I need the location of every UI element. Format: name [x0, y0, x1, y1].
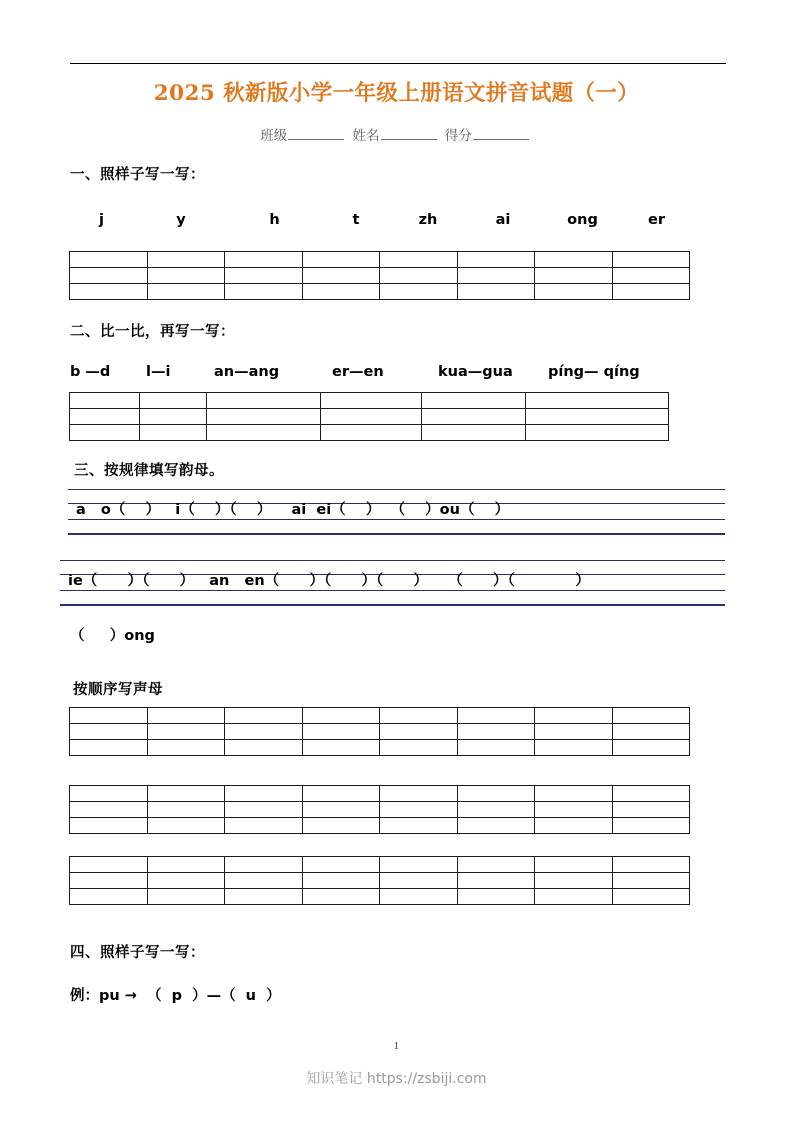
section-four-example: 例：pu → （ p ）—（ u ）	[70, 988, 281, 1004]
grid-cell[interactable]	[612, 857, 690, 873]
grid-cell[interactable]	[422, 409, 526, 425]
stave-2-text: ie（ ）（ ） an en（ ）（ ）（ ） （ ）（ ）	[68, 573, 590, 589]
letter-ai: ai	[495, 212, 511, 228]
grid-cell[interactable]	[380, 252, 458, 268]
grid-cell[interactable]	[535, 268, 613, 284]
section-one-letters	[70, 212, 690, 228]
pair-er-en: er—en	[332, 364, 384, 380]
table-row[interactable]	[70, 873, 690, 889]
table-row[interactable]	[70, 889, 690, 905]
grid-cell[interactable]	[70, 873, 148, 889]
section-three-subheading: 按顺序写声母	[73, 682, 163, 698]
grid-cell[interactable]	[321, 409, 422, 425]
grid-cell[interactable]	[225, 252, 303, 268]
grid-cell[interactable]	[302, 802, 380, 818]
grid-cell[interactable]	[380, 786, 458, 802]
pair-b-d: b —d	[70, 364, 111, 380]
class-blank[interactable]	[288, 139, 344, 140]
grid-cell[interactable]	[302, 889, 380, 905]
class-label: 班级	[260, 128, 288, 144]
grid-cell[interactable]	[457, 889, 535, 905]
stave-line-top	[68, 489, 725, 490]
grid-cell[interactable]	[302, 724, 380, 740]
stave-line-bottom	[60, 604, 725, 606]
grid-cell[interactable]	[70, 252, 148, 268]
grid-cell[interactable]	[535, 708, 613, 724]
table-row[interactable]	[70, 802, 690, 818]
grid-cell[interactable]	[207, 409, 321, 425]
pinyin-stave-2[interactable]	[60, 560, 725, 606]
grid-cell[interactable]	[225, 818, 303, 834]
grid-cell[interactable]	[140, 425, 207, 441]
name-blank[interactable]	[381, 139, 437, 140]
grid-cell[interactable]	[147, 708, 225, 724]
grid-cell[interactable]	[207, 393, 321, 409]
grid-cell[interactable]	[225, 802, 303, 818]
grid-cell[interactable]	[535, 873, 613, 889]
section-four-heading: 四、照样子写一写：	[70, 945, 205, 961]
grid-cell[interactable]	[612, 740, 690, 756]
letter-t: t	[352, 212, 360, 228]
grid-cell[interactable]	[535, 740, 613, 756]
grid-cell[interactable]	[225, 786, 303, 802]
grid-cell[interactable]	[612, 873, 690, 889]
section-two-heading: 二、比一比，再写一写：	[70, 324, 235, 340]
grid-cell[interactable]	[70, 425, 140, 441]
grid-cell[interactable]	[457, 268, 535, 284]
score-label: 得分	[444, 128, 472, 144]
grid-cell[interactable]	[302, 252, 380, 268]
letter-zh: zh	[418, 212, 438, 228]
grid-cell[interactable]	[535, 786, 613, 802]
grid-cell[interactable]	[225, 724, 303, 740]
grid-cell[interactable]	[380, 802, 458, 818]
grid-cell[interactable]	[612, 802, 690, 818]
grid-cell[interactable]	[612, 252, 690, 268]
grid-cell[interactable]	[147, 857, 225, 873]
page-number: 1	[393, 1042, 400, 1052]
grid-cell[interactable]	[457, 284, 535, 300]
grid-cell[interactable]	[457, 724, 535, 740]
grid-cell[interactable]	[70, 724, 148, 740]
grid-cell[interactable]	[380, 889, 458, 905]
pair-an-ang: an—ang	[214, 364, 280, 380]
grid-cell[interactable]	[457, 857, 535, 873]
grid-cell[interactable]	[535, 889, 613, 905]
grid-cell[interactable]	[225, 708, 303, 724]
grid-cell[interactable]	[225, 740, 303, 756]
stave-1-text: a o（ ） i（ ）（ ） ai ei（ ） （ ）ou（ ）	[76, 502, 510, 518]
grid-cell[interactable]	[70, 786, 148, 802]
shengmu-grid-1[interactable]	[69, 707, 690, 756]
grid-cell[interactable]	[380, 724, 458, 740]
grid-cell[interactable]	[612, 724, 690, 740]
grid-cell[interactable]	[380, 284, 458, 300]
grid-cell[interactable]	[302, 857, 380, 873]
grid-cell[interactable]	[535, 857, 613, 873]
grid-cell[interactable]	[321, 425, 422, 441]
section-two-grid[interactable]	[69, 392, 669, 441]
stave-line-bottom	[68, 533, 725, 535]
pair-ping-qing: píng— qíng	[548, 364, 640, 380]
grid-cell[interactable]	[535, 818, 613, 834]
letter-ong: ong	[567, 212, 598, 228]
grid-cell[interactable]	[457, 708, 535, 724]
table-row[interactable]	[70, 724, 690, 740]
grid-cell[interactable]	[147, 268, 225, 284]
shengmu-grid-2[interactable]	[69, 785, 690, 834]
grid-cell[interactable]	[147, 252, 225, 268]
letter-y: y	[176, 212, 186, 228]
table-row[interactable]	[70, 425, 669, 441]
table-row[interactable]	[70, 284, 690, 300]
table-row[interactable]	[70, 857, 690, 873]
grid-cell[interactable]	[147, 818, 225, 834]
grid-cell[interactable]	[225, 889, 303, 905]
grid-cell[interactable]	[380, 268, 458, 284]
grid-cell[interactable]	[380, 873, 458, 889]
grid-cell[interactable]	[302, 740, 380, 756]
name-label: 姓名	[352, 128, 380, 144]
grid-cell[interactable]	[526, 425, 669, 441]
grid-cell[interactable]	[147, 873, 225, 889]
watermark: 知识笔记 https://zsbiji.com	[306, 1071, 487, 1087]
table-row[interactable]	[70, 252, 690, 268]
table-row[interactable]	[70, 268, 690, 284]
grid-cell[interactable]	[70, 393, 140, 409]
grid-cell[interactable]	[457, 818, 535, 834]
table-row[interactable]	[70, 409, 669, 425]
section-three-heading: 三、按规律填写韵母。	[74, 463, 224, 479]
grid-cell[interactable]	[612, 889, 690, 905]
grid-cell[interactable]	[457, 873, 535, 889]
grid-cell[interactable]	[321, 393, 422, 409]
grid-cell[interactable]	[457, 786, 535, 802]
grid-cell[interactable]	[147, 740, 225, 756]
grid-cell[interactable]	[380, 740, 458, 756]
grid-cell[interactable]	[380, 818, 458, 834]
grid-cell[interactable]	[526, 393, 669, 409]
grid-cell[interactable]	[147, 284, 225, 300]
grid-cell[interactable]	[70, 284, 148, 300]
grid-cell[interactable]	[422, 393, 526, 409]
table-row[interactable]	[70, 740, 690, 756]
grid-cell[interactable]	[70, 268, 148, 284]
grid-cell[interactable]	[70, 889, 148, 905]
page-title: 2025 秋新版小学一年级上册语文拼音试题（一）	[153, 81, 640, 106]
grid-cell[interactable]	[302, 708, 380, 724]
stave-line-top	[60, 560, 725, 561]
grid-cell[interactable]	[70, 857, 148, 873]
grid-cell[interactable]	[526, 409, 669, 425]
grid-cell[interactable]	[147, 802, 225, 818]
grid-cell[interactable]	[225, 268, 303, 284]
table-row[interactable]	[70, 786, 690, 802]
pair-l-i: l—i	[146, 364, 171, 380]
grid-cell[interactable]	[612, 708, 690, 724]
grid-cell[interactable]	[612, 284, 690, 300]
grid-cell[interactable]	[535, 724, 613, 740]
grid-cell[interactable]	[535, 802, 613, 818]
section-one-grid[interactable]	[69, 251, 690, 300]
grid-cell[interactable]	[422, 425, 526, 441]
grid-cell[interactable]	[302, 818, 380, 834]
table-row[interactable]	[70, 818, 690, 834]
grid-cell[interactable]	[70, 409, 140, 425]
letter-er: er	[648, 212, 665, 228]
score-blank[interactable]	[473, 139, 529, 140]
letter-j: j	[99, 212, 104, 228]
grid-cell[interactable]	[302, 873, 380, 889]
grid-cell[interactable]	[207, 425, 321, 441]
grid-cell[interactable]	[140, 409, 207, 425]
letter-h: h	[269, 212, 280, 228]
grid-cell[interactable]	[612, 786, 690, 802]
grid-cell[interactable]	[535, 284, 613, 300]
grid-cell[interactable]	[147, 786, 225, 802]
grid-cell[interactable]	[535, 252, 613, 268]
grid-cell[interactable]	[457, 740, 535, 756]
section-three-extra-line: （ ）ong	[70, 628, 155, 644]
pinyin-stave-1[interactable]	[68, 489, 725, 535]
grid-cell[interactable]	[302, 284, 380, 300]
header-divider	[70, 63, 726, 64]
table-row[interactable]	[70, 393, 669, 409]
grid-cell[interactable]	[302, 786, 380, 802]
grid-cell[interactable]	[225, 873, 303, 889]
grid-cell[interactable]	[70, 740, 148, 756]
grid-cell[interactable]	[225, 857, 303, 873]
grid-cell[interactable]	[147, 889, 225, 905]
grid-cell[interactable]	[612, 268, 690, 284]
grid-cell[interactable]	[302, 268, 380, 284]
grid-cell[interactable]	[70, 802, 148, 818]
grid-cell[interactable]	[70, 818, 148, 834]
grid-cell[interactable]	[380, 857, 458, 873]
grid-cell[interactable]	[612, 818, 690, 834]
grid-cell[interactable]	[147, 724, 225, 740]
shengmu-grid-3[interactable]	[69, 856, 690, 905]
section-two-pairs	[70, 364, 668, 380]
grid-cell[interactable]	[380, 708, 458, 724]
table-row[interactable]	[70, 708, 690, 724]
section-one-heading: 一、照样子写一写：	[70, 167, 205, 183]
grid-cell[interactable]	[70, 708, 148, 724]
grid-cell[interactable]	[140, 393, 207, 409]
grid-cell[interactable]	[457, 252, 535, 268]
student-info-line	[0, 124, 793, 144]
grid-cell[interactable]	[457, 802, 535, 818]
grid-cell[interactable]	[225, 284, 303, 300]
pair-kua-gua: kua—gua	[438, 364, 513, 380]
